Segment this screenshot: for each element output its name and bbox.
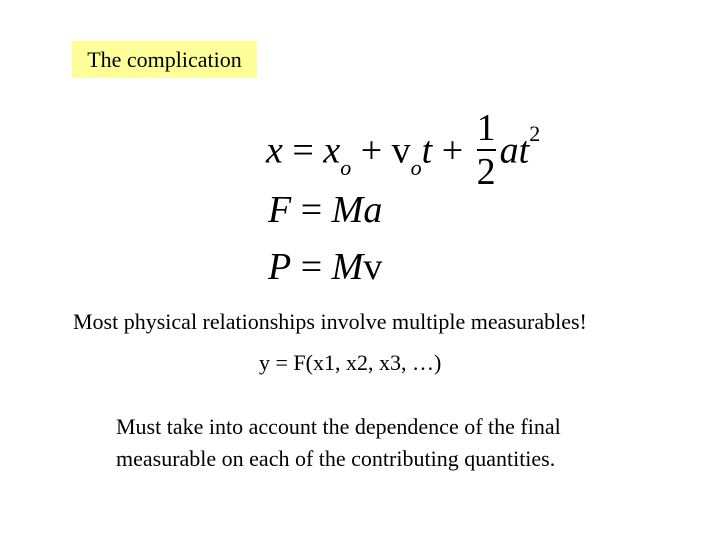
- eq1-v: v: [391, 129, 411, 172]
- eq1-fraction: [477, 109, 496, 191]
- eq1-plus2: +: [432, 129, 473, 172]
- eq1-denominator: 2: [476, 151, 496, 193]
- eq1-lhs: x: [266, 129, 283, 172]
- eq3-M: M: [331, 246, 364, 288]
- body-text-line-3: Must take into account the dependence of the final: [116, 414, 561, 439]
- eq1-a: a: [499, 129, 519, 172]
- eq2-lhs: F: [268, 189, 292, 231]
- eq3-v: v: [363, 246, 383, 288]
- eq1-x-sub: o: [340, 154, 352, 180]
- body-text-line-4: measurable on each of the contributing quantities.: [116, 446, 556, 471]
- slide-title: The complication: [72, 41, 257, 78]
- eq3-lhs: P: [268, 246, 292, 288]
- momentum-equation: [268, 245, 382, 289]
- eq1-v-sub: o: [410, 154, 422, 180]
- eq1-numerator: 1: [476, 107, 496, 149]
- body-text-line-1: Most physical relationships involve multiple measurables!: [73, 309, 587, 334]
- eq2-equals: =: [291, 189, 332, 231]
- eq2-M: M: [331, 189, 364, 231]
- eq1-exponent: 2: [529, 120, 541, 146]
- eq1-plus1: +: [351, 129, 392, 172]
- eq1-equals: =: [282, 129, 324, 172]
- eq3-equals: =: [291, 246, 332, 288]
- force-equation: [268, 188, 382, 232]
- kinematics-equation: [266, 107, 541, 195]
- eq2-a: a: [363, 189, 383, 231]
- eq1-t2: t: [518, 129, 530, 172]
- function-expression: y = F(x1, x2, x3, …): [259, 350, 442, 375]
- eq1-x: x: [323, 129, 341, 172]
- eq1-t: t: [421, 129, 433, 172]
